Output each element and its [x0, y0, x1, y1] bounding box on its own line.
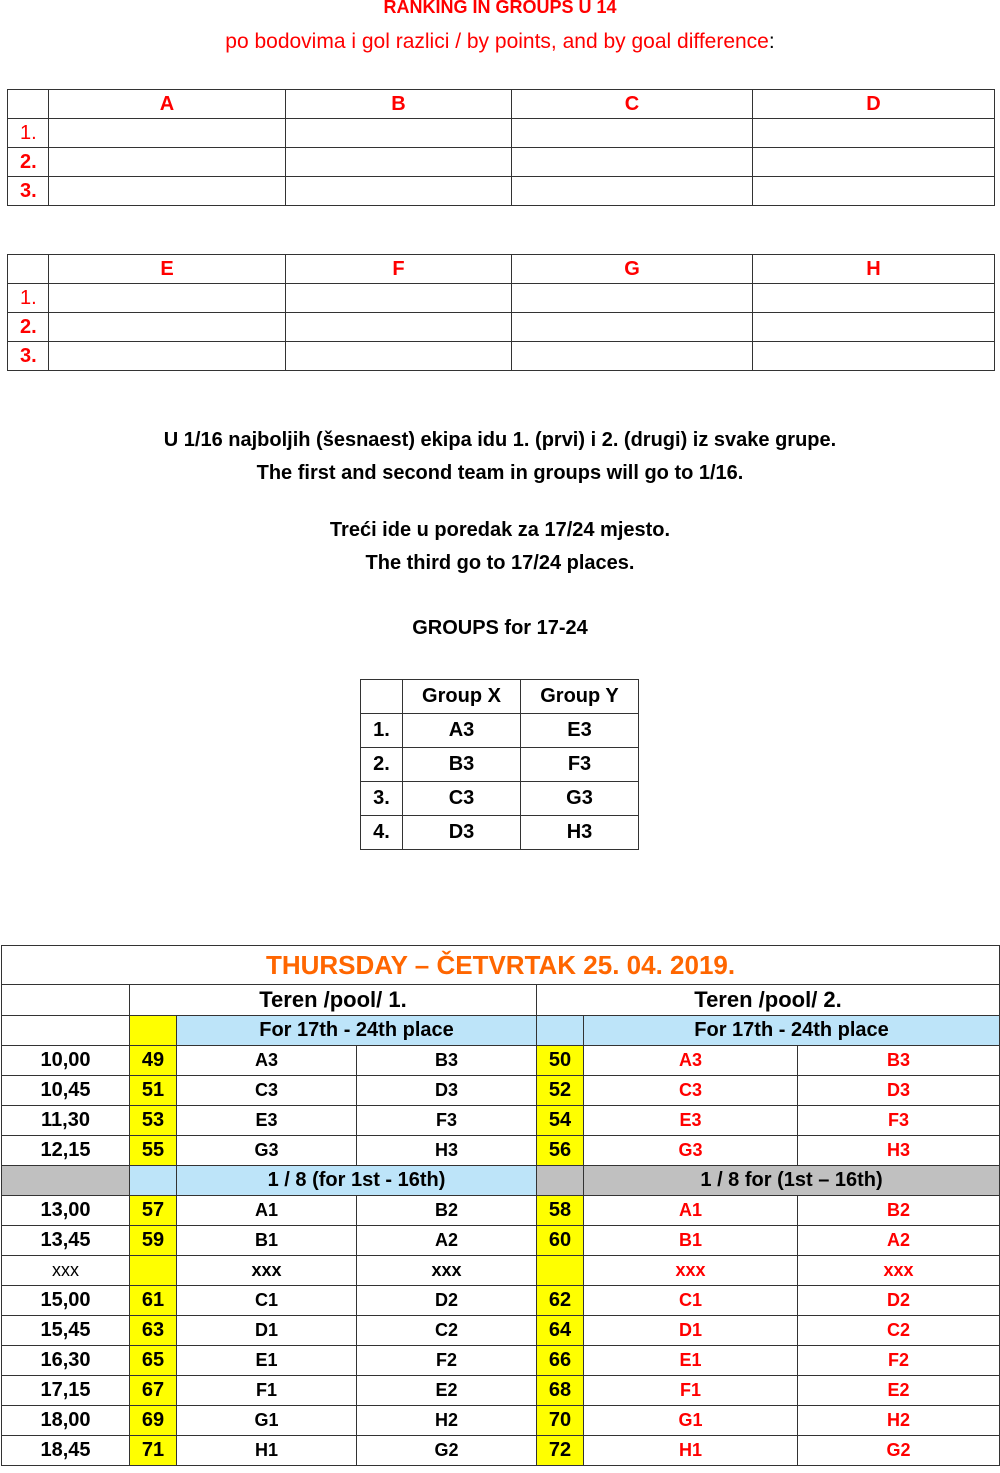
match-time: 17,15	[2, 1376, 130, 1406]
third-place-note	[0, 514, 1000, 580]
match-row	[2, 1106, 1000, 1136]
team-away: G2	[357, 1436, 537, 1466]
team-away: H3	[798, 1136, 1000, 1166]
match-number: 52	[537, 1076, 584, 1106]
ranking-row	[8, 284, 995, 313]
team-home: H1	[584, 1436, 798, 1466]
match-number: 69	[130, 1406, 177, 1436]
team-away: F3	[798, 1106, 1000, 1136]
team-home: E1	[177, 1346, 357, 1376]
match-time: 16,30	[2, 1346, 130, 1376]
match-number: 63	[130, 1316, 177, 1346]
pool-corner-cell	[2, 985, 130, 1016]
team-home: H1	[177, 1436, 357, 1466]
match-number: 61	[130, 1286, 177, 1316]
team-away: H3	[357, 1136, 537, 1166]
group-header: E	[49, 255, 286, 284]
match-number: 53	[130, 1106, 177, 1136]
groups-row-number: 3.	[361, 782, 403, 816]
team-away: D3	[798, 1076, 1000, 1106]
group-x-cell: B3	[403, 748, 521, 782]
section-1-8-pool-2: 1 / 8 for (1st – 16th)	[584, 1166, 1000, 1196]
team-away: B3	[798, 1046, 1000, 1076]
team-home: A1	[584, 1196, 798, 1226]
group-header: D	[753, 90, 995, 119]
rank-cell	[753, 284, 995, 313]
team-home: C1	[177, 1286, 357, 1316]
match-number: 55	[130, 1136, 177, 1166]
match-number: 50	[537, 1046, 584, 1076]
team-home: A1	[177, 1196, 357, 1226]
rank-cell	[512, 177, 753, 206]
section-number-cell	[130, 1166, 177, 1196]
team-home: E1	[584, 1346, 798, 1376]
rank-cell	[286, 177, 512, 206]
groups-row	[361, 714, 639, 748]
team-home: G3	[584, 1136, 798, 1166]
match-time: 10,45	[2, 1076, 130, 1106]
rank-cell	[512, 342, 753, 371]
team-away: xxx	[798, 1256, 1000, 1286]
team-home: C3	[177, 1076, 357, 1106]
group-y-cell: H3	[521, 816, 639, 850]
groups-row-number: 1.	[361, 714, 403, 748]
rank-cell	[286, 342, 512, 371]
match-number: 60	[537, 1226, 584, 1256]
match-row	[2, 1286, 1000, 1316]
match-number: 56	[537, 1136, 584, 1166]
groups-row-number: 4.	[361, 816, 403, 850]
ranking-row	[8, 148, 995, 177]
rank-cell	[753, 177, 995, 206]
match-row	[2, 1346, 1000, 1376]
groups-17-24-table	[360, 679, 639, 850]
note-line: The first and second team in groups will go to 1/16.	[256, 462, 744, 484]
match-number: 58	[537, 1196, 584, 1226]
pool-2-header: Teren /pool/ 2.	[537, 985, 1000, 1016]
groups-17-24-title: GROUPS for 17-24	[412, 617, 588, 639]
ranking-header-row	[8, 90, 995, 119]
match-number: 70	[537, 1406, 584, 1436]
section-17-24-pool-2: For 17th - 24th place	[584, 1016, 1000, 1046]
team-away: B2	[357, 1196, 537, 1226]
team-away: H2	[798, 1406, 1000, 1436]
group-x-cell: A3	[403, 714, 521, 748]
match-number: 72	[537, 1436, 584, 1466]
match-time: 13,45	[2, 1226, 130, 1256]
note-line: The third go to 17/24 places.	[365, 552, 635, 574]
team-home: xxx	[177, 1256, 357, 1286]
team-away: B3	[357, 1046, 537, 1076]
team-away: A2	[357, 1226, 537, 1256]
note-line: Treći ide u poredak za 17/24 mjesto.	[329, 519, 671, 541]
rank-number: 3.	[8, 177, 49, 206]
groups-header-row	[361, 680, 639, 714]
team-home: E3	[584, 1106, 798, 1136]
match-row	[2, 1076, 1000, 1106]
match-time: xxx	[2, 1256, 130, 1286]
rank-cell	[753, 342, 995, 371]
pool-1-header: Teren /pool/ 1.	[130, 985, 537, 1016]
group-y-cell: G3	[521, 782, 639, 816]
ranking-row	[8, 313, 995, 342]
match-time: 15,45	[2, 1316, 130, 1346]
match-number: 54	[537, 1106, 584, 1136]
team-away: D3	[357, 1076, 537, 1106]
rank-number: 2.	[8, 148, 49, 177]
match-time: 10,00	[2, 1046, 130, 1076]
match-number: 49	[130, 1046, 177, 1076]
match-time: 18,00	[2, 1406, 130, 1436]
note-line: U 1/16 najboljih (šesnaest) ekipa idu 1. (prvi) i 2. (drugi) iz svake grupe.	[163, 429, 837, 451]
ranking-corner-cell	[8, 255, 49, 284]
section-corner-cell	[2, 1166, 130, 1196]
team-away: C2	[798, 1316, 1000, 1346]
group-x-header: Group X	[403, 680, 521, 714]
rank-number: 1.	[8, 119, 49, 148]
group-y-cell: E3	[521, 714, 639, 748]
team-home: A3	[584, 1046, 798, 1076]
match-time: 15,00	[2, 1286, 130, 1316]
ranking-corner-cell	[8, 90, 49, 119]
groups-row-number: 2.	[361, 748, 403, 782]
team-home: B1	[584, 1226, 798, 1256]
team-home: xxx	[584, 1256, 798, 1286]
match-row	[2, 1406, 1000, 1436]
team-home: G1	[584, 1406, 798, 1436]
rank-cell	[49, 177, 286, 206]
match-row	[2, 1436, 1000, 1466]
section-header-row	[2, 1166, 1000, 1196]
team-away: C2	[357, 1316, 537, 1346]
rank-number: 1.	[8, 284, 49, 313]
group-header: A	[49, 90, 286, 119]
match-number	[130, 1256, 177, 1286]
team-away: F2	[357, 1346, 537, 1376]
team-home: C1	[584, 1286, 798, 1316]
team-home: B1	[177, 1226, 357, 1256]
rank-cell	[512, 284, 753, 313]
team-home: C3	[584, 1076, 798, 1106]
match-row	[2, 1046, 1000, 1076]
match-number: 57	[130, 1196, 177, 1226]
schedule-day-title: THURSDAY – ČETVRTAK 25. 04. 2019.	[2, 946, 1000, 985]
team-away: F3	[357, 1106, 537, 1136]
match-number: 62	[537, 1286, 584, 1316]
team-home: D1	[177, 1316, 357, 1346]
rank-cell	[753, 313, 995, 342]
match-time: 12,15	[2, 1136, 130, 1166]
team-away: xxx	[357, 1256, 537, 1286]
team-away: F2	[798, 1346, 1000, 1376]
subtitle-colon: :	[768, 30, 775, 53]
match-row	[2, 1376, 1000, 1406]
ranking-table-e-h	[7, 254, 995, 371]
match-number: 66	[537, 1346, 584, 1376]
team-away: D2	[357, 1286, 537, 1316]
section-header-row	[2, 1016, 1000, 1046]
ranking-table-a-d	[7, 89, 995, 206]
group-y-cell: F3	[521, 748, 639, 782]
team-home: E3	[177, 1106, 357, 1136]
rank-cell	[286, 148, 512, 177]
rank-cell	[286, 313, 512, 342]
match-time: 11,30	[2, 1106, 130, 1136]
match-row	[2, 1316, 1000, 1346]
match-number: 51	[130, 1076, 177, 1106]
schedule-pool-row	[2, 985, 1000, 1016]
group-header: B	[286, 90, 512, 119]
team-away: A2	[798, 1226, 1000, 1256]
team-home: F1	[177, 1376, 357, 1406]
rank-cell	[49, 342, 286, 371]
rank-cell	[753, 119, 995, 148]
rank-cell	[286, 119, 512, 148]
group-y-header: Group Y	[521, 680, 639, 714]
group-x-cell: D3	[403, 816, 521, 850]
ranking-row	[8, 119, 995, 148]
section-1-8-pool-1: 1 / 8 (for 1st - 16th)	[177, 1166, 537, 1196]
groups-row	[361, 748, 639, 782]
team-away: E2	[798, 1376, 1000, 1406]
match-row	[2, 1256, 1000, 1286]
team-home: A3	[177, 1046, 357, 1076]
groups-corner-cell	[361, 680, 403, 714]
rank-cell	[49, 313, 286, 342]
rank-cell	[753, 148, 995, 177]
group-header: G	[512, 255, 753, 284]
groups-row	[361, 816, 639, 850]
match-row	[2, 1196, 1000, 1226]
team-away: G2	[798, 1436, 1000, 1466]
match-number: 68	[537, 1376, 584, 1406]
team-away: B2	[798, 1196, 1000, 1226]
page-title: RANKING IN GROUPS U 14	[383, 0, 617, 17]
rank-cell	[512, 313, 753, 342]
groups-row	[361, 782, 639, 816]
rank-number: 3.	[8, 342, 49, 371]
match-number: 59	[130, 1226, 177, 1256]
section-17-24-pool-1: For 17th - 24th place	[177, 1016, 537, 1046]
rank-cell	[512, 148, 753, 177]
match-number: 64	[537, 1316, 584, 1346]
group-x-cell: C3	[403, 782, 521, 816]
match-number: 67	[130, 1376, 177, 1406]
match-number: 71	[130, 1436, 177, 1466]
section-number-cell	[130, 1016, 177, 1046]
rank-number: 2.	[8, 313, 49, 342]
match-row	[2, 1136, 1000, 1166]
match-schedule-table	[1, 945, 1000, 1466]
subtitle-text: po bodovima i gol razlici / by points, and by goal difference	[225, 30, 769, 53]
team-home: G1	[177, 1406, 357, 1436]
team-home: D1	[584, 1316, 798, 1346]
group-header: C	[512, 90, 753, 119]
match-number: 65	[130, 1346, 177, 1376]
match-number	[537, 1256, 584, 1286]
team-away: E2	[357, 1376, 537, 1406]
schedule-day-row	[2, 946, 1000, 985]
rank-cell	[49, 284, 286, 313]
ranking-header-row	[8, 255, 995, 284]
rank-cell	[49, 119, 286, 148]
team-home: G3	[177, 1136, 357, 1166]
rank-cell	[49, 148, 286, 177]
section-number-cell	[537, 1016, 584, 1046]
ranking-row	[8, 177, 995, 206]
match-row	[2, 1226, 1000, 1256]
page-subtitle	[0, 30, 1000, 54]
team-away: H2	[357, 1406, 537, 1436]
match-time: 18,45	[2, 1436, 130, 1466]
qualification-note	[0, 424, 1000, 490]
group-header: F	[286, 255, 512, 284]
group-header: H	[753, 255, 995, 284]
team-away: D2	[798, 1286, 1000, 1316]
rank-cell	[286, 284, 512, 313]
section-number-cell	[537, 1166, 584, 1196]
match-time: 13,00	[2, 1196, 130, 1226]
team-home: F1	[584, 1376, 798, 1406]
rank-cell	[512, 119, 753, 148]
ranking-row	[8, 342, 995, 371]
section-corner-cell	[2, 1016, 130, 1046]
